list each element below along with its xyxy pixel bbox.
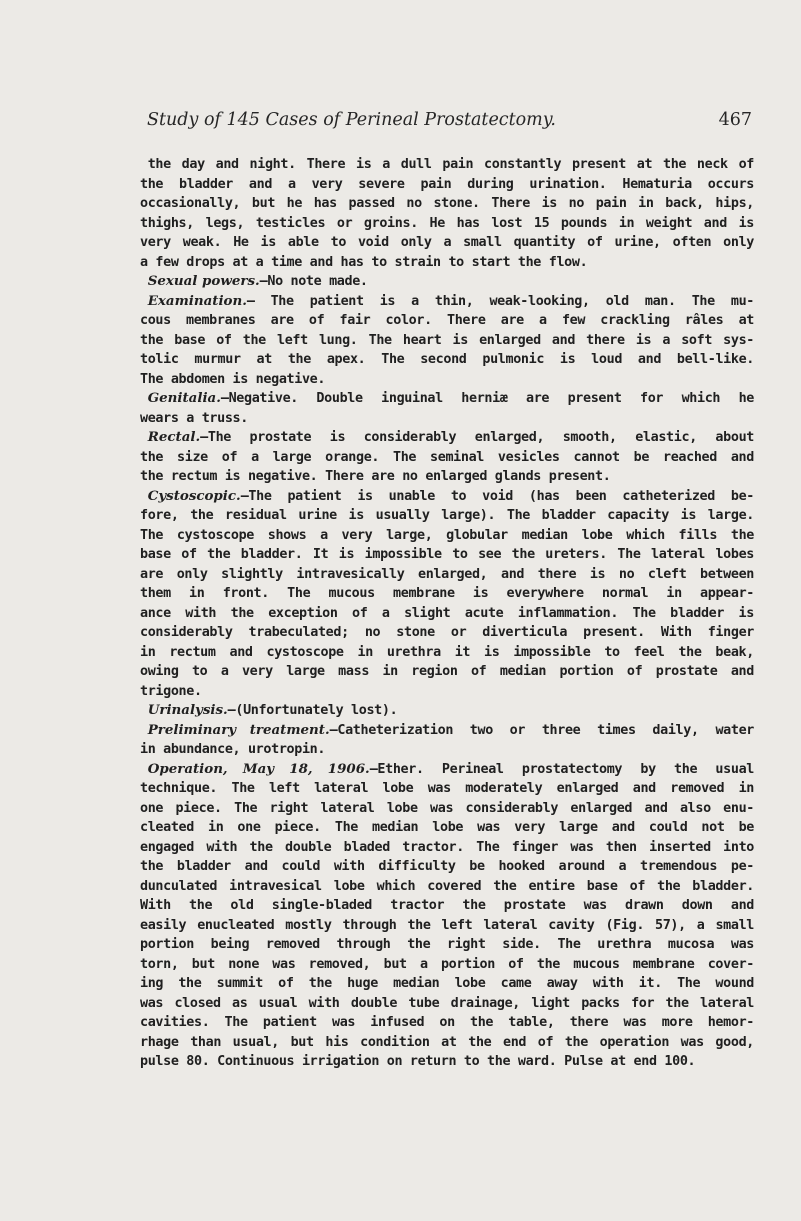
paragraph-indent: [140, 762, 148, 777]
running-head: [140, 110, 752, 136]
line-text: considerably trabeculated; no stone or diverticula present. With finger: [140, 625, 754, 640]
line-text: occasionally, but he has passed no stone. There is no pain in back, hips,: [140, 196, 754, 211]
paragraph-indent: [140, 703, 148, 718]
line-text: rhage than usual, but his condition at the end of the operation was good,: [140, 1034, 754, 1050]
line-text: them in front. The mucous membrane is everywhere normal in appear-: [140, 586, 754, 601]
text-line: [140, 955, 754, 975]
text-line: [140, 194, 754, 214]
line-text: trigone.: [140, 683, 202, 699]
text-line: [140, 974, 754, 994]
text-line: [140, 701, 754, 721]
line-text: fore, the residual urine is usually large). The bladder capacity is large.: [140, 508, 754, 523]
line-text: owing to a very large mass in region of median portion of prostate and: [140, 664, 754, 679]
text-line: [140, 721, 754, 741]
text-line: [140, 662, 754, 682]
line-text: tolic murmur at the apex. The second pulmonic is loud and bell-like.: [140, 352, 754, 367]
text-line: [140, 682, 754, 702]
section-lead: Rectal.: [147, 429, 201, 445]
line-text: was closed as usual with double tube drainage, light packs for the lateral: [140, 995, 754, 1011]
line-text: portion being removed through the right side. The urethra mucosa was: [140, 937, 754, 952]
text-line: [140, 487, 754, 507]
text-line: [140, 799, 754, 819]
line-text: a few drops at a time and has to strain to start the flow.: [140, 254, 588, 270]
text-line: [140, 779, 754, 799]
text-line: [140, 467, 754, 487]
text-line: [140, 370, 754, 390]
text-line: [140, 409, 754, 429]
text-line: [140, 448, 754, 468]
line-text: ance with the exception of a slight acute inflammation. The bladder is: [140, 605, 754, 621]
text-line: [140, 350, 754, 370]
line-text: the base of the left lung. The heart is enlarged and there is a soft sys-: [140, 332, 754, 348]
line-text: the size of a large orange. The seminal vesicles cannot be reached and: [140, 449, 754, 465]
text-line: [140, 253, 754, 273]
text-line: [140, 311, 754, 331]
text-line: [140, 272, 754, 292]
line-text: are only slightly intravesically enlarged, and there is no cleft between: [140, 566, 754, 582]
section-lead: Examination.: [147, 292, 247, 309]
text-line: [140, 1033, 754, 1053]
section-lead: Operation, May 18, 1906.: [147, 760, 370, 777]
text-line: [140, 760, 754, 780]
text-line: [140, 428, 754, 448]
text-line: [140, 292, 754, 312]
running-head-title: Study of 145 Cases of Perineal Prostatectomy.: [147, 110, 556, 130]
text-line: [140, 896, 754, 916]
line-text: The cystoscope shows a very large, globular median lobe which fills the: [140, 527, 754, 543]
line-text: cleated in one piece. The median lobe was very large and could not be: [140, 820, 754, 835]
text-line: [140, 506, 754, 526]
line-text: the rectum is negative. There are no enlarged glands present.: [140, 469, 611, 484]
body-text: [140, 155, 754, 1072]
line-text: —The prostate is considerably enlarged, smooth, elastic, about: [200, 430, 754, 445]
line-text: the bladder and a very severe pain during urination. Hematuria occurs: [140, 176, 754, 192]
line-text: engaged with the double bladed tractor. The finger was then inserted into: [140, 839, 754, 855]
text-line: [140, 643, 754, 663]
line-text: —The patient is unable to void (has been catheterized be-: [240, 488, 754, 504]
line-text: pulse 80. Continuous irrigation on return to the ward. Pulse at end 100.: [140, 1054, 696, 1069]
text-line: [140, 331, 754, 351]
text-line: [140, 604, 754, 624]
paragraph-indent: [140, 274, 148, 289]
text-line: [140, 584, 754, 604]
section-lead: Preliminary treatment.: [147, 721, 330, 738]
line-text: With the old single-bladed tractor the prostate was drawn down and: [140, 898, 754, 913]
text-line: [140, 623, 754, 643]
text-line: [140, 877, 754, 897]
line-text: The abdomen is negative.: [140, 371, 326, 387]
line-text: very weak. He is able to void only a small quantity of urine, often only: [140, 235, 754, 250]
section-lead: Urinalysis.: [147, 702, 228, 718]
paragraph-indent: [140, 157, 148, 172]
line-text: cavities. The patient was infused on the table, there was more hemor-: [140, 1015, 754, 1030]
line-text: —Ether. Perineal prostatectomy by the usual: [369, 761, 754, 777]
line-text: thighs, legs, testicles or groins. He has lost 15 pounds in weight and is: [140, 215, 754, 231]
text-line: [140, 545, 754, 565]
section-lead: Genitalia.: [147, 390, 221, 406]
page-number: 467: [718, 110, 752, 130]
text-line: [140, 1052, 754, 1072]
line-text: cous membranes are of fair color. There are a few crackling râles at: [140, 313, 754, 328]
text-line: [140, 214, 754, 234]
line-text: in rectum and cystoscope in urethra it is impossible to feel the beak,: [140, 644, 754, 660]
text-line: [140, 838, 754, 858]
text-line: [140, 155, 754, 175]
section-lead: Sexual powers.: [147, 273, 260, 289]
text-line: [140, 994, 754, 1014]
text-line: [140, 818, 754, 838]
text-line: [140, 1013, 754, 1033]
line-text: the day and night. There is a dull pain constantly present at the neck of: [147, 157, 754, 172]
paragraph-indent: [140, 489, 148, 504]
line-text: the bladder and could with difficulty be hooked around a tremendous pe-: [140, 859, 754, 874]
line-text: in abundance, urotropin.: [140, 742, 326, 757]
line-text: technique. The left lateral lobe was moderately enlarged and removed in: [140, 781, 754, 796]
paragraph-indent: [140, 294, 148, 309]
text-line: [140, 526, 754, 546]
line-text: —No note made.: [259, 274, 368, 289]
text-line: [140, 857, 754, 877]
text-line: [140, 740, 754, 760]
text-line: [140, 935, 754, 955]
text-line: [140, 389, 754, 409]
paragraph-indent: [140, 391, 148, 406]
paragraph-indent: [140, 723, 148, 738]
line-text: —Negative. Double inguinal herniæ are present for which he: [220, 391, 754, 406]
line-text: ing the summit of the huge median lobe came away with it. The wound: [140, 976, 754, 991]
text-line: [140, 175, 754, 195]
text-line: [140, 565, 754, 585]
text-line: [140, 233, 754, 253]
paragraph-indent: [140, 430, 148, 445]
line-text: —Catheterization two or three times daily, water: [329, 722, 754, 738]
line-text: easily enucleated mostly through the left lateral cavity (Fig. 57), a small: [140, 917, 754, 933]
line-text: dunculated intravesical lobe which covered the entire base of the bladder.: [140, 878, 754, 894]
line-text: base of the bladder. It is impossible to see the ureters. The lateral lobes: [140, 547, 754, 562]
line-text: — The patient is a thin, weak-looking, old man. The mu-: [246, 293, 754, 309]
line-text: one piece. The right lateral lobe was considerably enlarged and also enu-: [140, 800, 754, 816]
line-text: wears a truss.: [140, 410, 248, 426]
line-text: torn, but none was removed, but a portion of the mucous membrane cover-: [140, 956, 754, 972]
text-line: [140, 916, 754, 936]
line-text: —(Unfortunately lost).: [227, 703, 398, 718]
section-lead: Cystoscopic.: [147, 487, 241, 504]
